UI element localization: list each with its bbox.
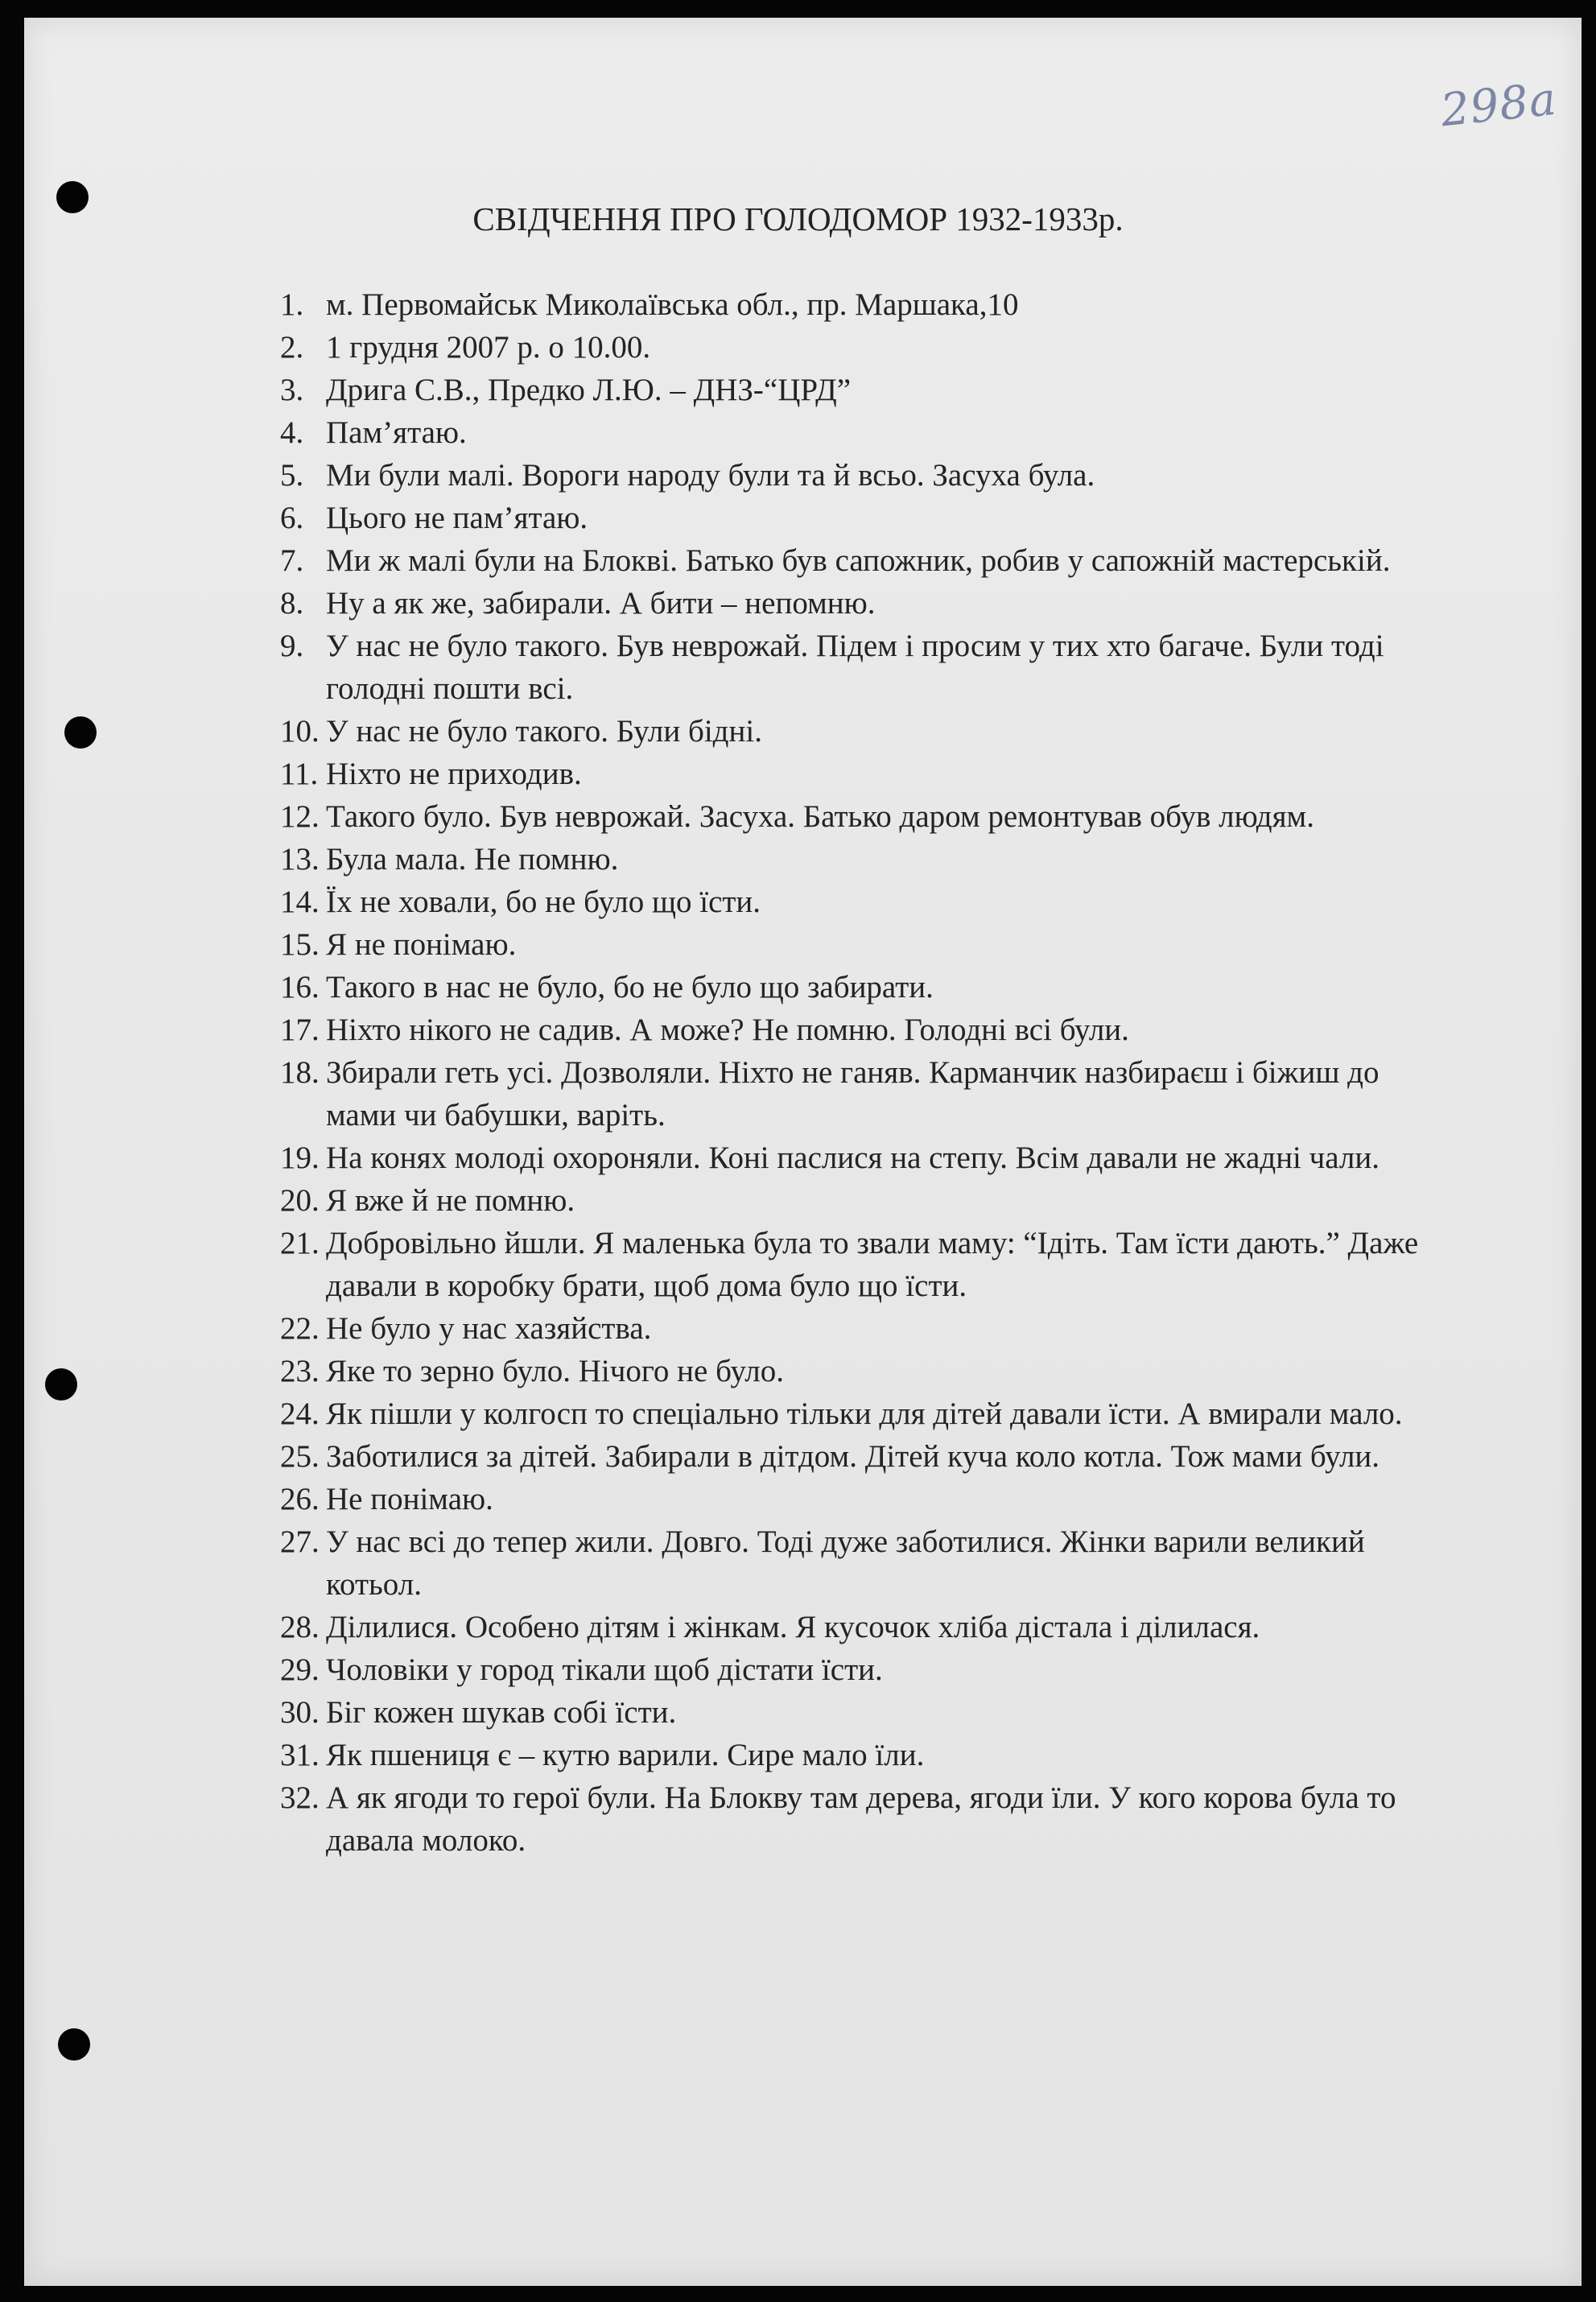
answer-item <box>280 1478 1455 1520</box>
answer-text: Заботилися за дітей. Забирали в дітдом. Дітей куча коло котла. Тож мами були. <box>326 1439 1380 1474</box>
answer-text: 1 грудня 2007 р. о 10.00. <box>326 330 651 365</box>
answer-item <box>280 1734 1455 1776</box>
punch-hole-2 <box>64 716 97 749</box>
answer-text: У нас всі до тепер жили. Довго. Тоді дуже заботилися. Жінки варили великий котьол. <box>326 1524 1365 1602</box>
answer-number: 27. <box>280 1524 320 1559</box>
answer-text: Пам’ятаю. <box>326 415 467 450</box>
answer-text: Ми були малі. Вороги народу були та й всьо. Засуха була. <box>326 458 1095 493</box>
answer-item <box>280 1051 1455 1137</box>
answer-number: 1. <box>280 287 304 322</box>
answer-number: 18. <box>280 1055 320 1090</box>
answer-item <box>280 625 1455 710</box>
answer-item <box>280 1350 1455 1392</box>
answer-text: Яке то зерно було. Нічого не було. <box>326 1354 784 1388</box>
answer-number: 24. <box>280 1396 320 1431</box>
answer-text: Цього не пам’ятаю. <box>326 501 588 535</box>
answer-item <box>280 283 1455 326</box>
answer-text: Я не понімаю. <box>326 927 517 962</box>
answer-number: 13. <box>280 842 320 877</box>
answer-text: У нас не було такого. Був неврожай. Підем і просим у тих хто багаче. Були тоді голодні пошти всі. <box>326 629 1384 706</box>
answer-item <box>280 411 1455 454</box>
document-title: СВІДЧЕННЯ ПРО ГОЛОДОМОР 1932-1933р. <box>472 200 1124 237</box>
punch-hole-4 <box>58 2028 90 2061</box>
answer-item <box>280 454 1455 497</box>
answer-text: На конях молоді охороняли. Коні паслися на степу. Всім давали не жадні чали. <box>326 1141 1379 1175</box>
answer-number: 28. <box>280 1610 320 1644</box>
answer-item <box>280 539 1455 582</box>
answer-number: 2. <box>280 330 304 365</box>
answer-number: 17. <box>280 1013 320 1047</box>
answer-item <box>280 326 1455 369</box>
answer-text: Чоловіки у город тікали щоб дістати їсти. <box>326 1652 883 1687</box>
answer-item <box>280 753 1455 795</box>
answer-text: м. Первомайськ Миколаївська обл., пр. Маршака,10 <box>326 287 1019 322</box>
answer-item <box>280 881 1455 923</box>
answer-number: 31. <box>280 1738 320 1772</box>
answer-number: 25. <box>280 1439 320 1474</box>
answer-number: 8. <box>280 586 304 621</box>
answer-text: Такого в нас не було, бо не було що забирати. <box>326 970 934 1005</box>
answer-number: 11. <box>280 757 319 791</box>
answer-item <box>280 369 1455 411</box>
answer-text: У нас не було такого. Були бідні. <box>326 714 762 749</box>
answer-number: 32. <box>280 1780 320 1815</box>
answer-number: 22. <box>280 1311 320 1346</box>
answer-text: Ніхто нікого не садив. А може? Не помню. Голодні всі були. <box>326 1013 1129 1047</box>
answer-text: Їх не ховали, бо не було що їсти. <box>326 885 761 919</box>
answer-item <box>280 1691 1455 1734</box>
answer-number: 21. <box>280 1226 320 1260</box>
answer-number: 20. <box>280 1183 320 1218</box>
answer-text: Як пшениця є – кутю варили. Сире мало їли. <box>326 1738 925 1772</box>
answer-number: 12. <box>280 799 320 834</box>
answer-item <box>280 497 1455 539</box>
answer-number: 14. <box>280 885 320 919</box>
answer-item <box>280 1222 1455 1307</box>
answer-text: Не понімаю. <box>326 1482 493 1516</box>
punch-hole-3 <box>45 1368 77 1401</box>
answer-item <box>280 1776 1455 1862</box>
answer-text: Ділилися. Особено дітям і жінкам. Я кусочок хліба дістала і ділилася. <box>326 1610 1260 1644</box>
answer-number: 15. <box>280 927 320 962</box>
answer-item <box>280 1520 1455 1606</box>
answer-text: Добровільно йшли. Я маленька була то звали маму: “Ідіть. Там їсти дають.” Даже давали в коробку брати, щоб дома було що їсти. <box>326 1226 1419 1303</box>
answers-list <box>280 283 1455 1862</box>
answer-text: Ну а як же, забирали. А бити – непомню. <box>326 586 876 621</box>
answer-number: 19. <box>280 1141 320 1175</box>
answer-number: 26. <box>280 1482 320 1516</box>
answer-text: Я вже й не помню. <box>326 1183 575 1218</box>
answer-item <box>280 1435 1455 1478</box>
answer-number: 23. <box>280 1354 320 1388</box>
answer-text: Дрига С.В., Предко Л.Ю. – ДНЗ-“ЦРД” <box>326 373 852 407</box>
answer-item <box>280 1648 1455 1691</box>
answer-number: 9. <box>280 629 304 663</box>
answer-text: Збирали геть усі. Дозволяли. Ніхто не ганяв. Карманчик назбираєш і біжиш до мами чи бабушки, варіть. <box>326 1055 1379 1132</box>
answer-number: 3. <box>280 373 304 407</box>
answer-text: Ніхто не приходив. <box>326 757 582 791</box>
answer-item <box>280 1392 1455 1435</box>
answer-number: 6. <box>280 501 304 535</box>
answer-item <box>280 923 1455 966</box>
answer-text: Такого було. Був неврожай. Засуха. Батько даром ремонтував обув людям. <box>326 799 1314 834</box>
answer-number: 7. <box>280 543 304 578</box>
answer-item <box>280 710 1455 753</box>
answer-text: Не було у нас хазяйства. <box>326 1311 652 1346</box>
answer-item <box>280 1307 1455 1350</box>
answer-number: 10. <box>280 714 320 749</box>
answer-text: Була мала. Не помню. <box>326 842 619 877</box>
answer-item <box>280 838 1455 881</box>
answer-item <box>280 1179 1455 1222</box>
answer-text: Біг кожен шукав собі їсти. <box>326 1695 677 1730</box>
answer-item <box>280 966 1455 1009</box>
answer-item <box>280 1137 1455 1179</box>
archive-page-number: 298а <box>1437 72 1560 138</box>
answer-text: Як пішли у колгосп то спеціально тільки для дітей давали їсти. А вмирали мало. <box>326 1396 1403 1431</box>
answer-number: 4. <box>280 415 304 450</box>
answer-number: 29. <box>280 1652 320 1687</box>
answer-text: А як ягоди то герої були. На Блокву там дерева, ягоди їли. У кого корова була то давала молоко. <box>326 1780 1396 1858</box>
answer-number: 30. <box>280 1695 320 1730</box>
answer-item <box>280 1606 1455 1648</box>
answer-text: Ми ж малі були на Блокві. Батько був сапожник, робив у сапожній мастерській. <box>326 543 1391 578</box>
answer-item <box>280 582 1455 625</box>
answer-number: 5. <box>280 458 304 493</box>
answer-number: 16. <box>280 970 320 1005</box>
answer-item <box>280 1009 1455 1051</box>
answer-item <box>280 795 1455 838</box>
